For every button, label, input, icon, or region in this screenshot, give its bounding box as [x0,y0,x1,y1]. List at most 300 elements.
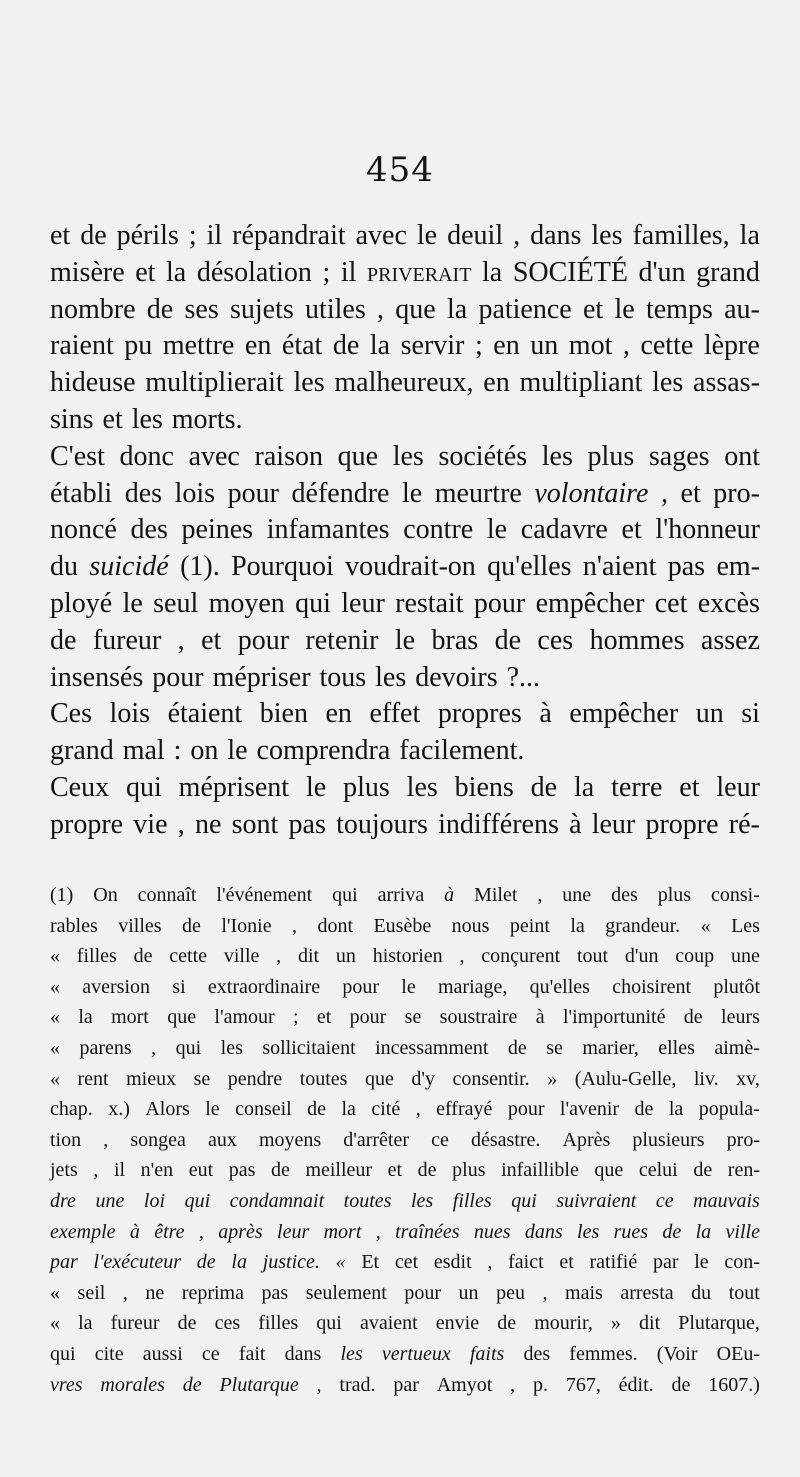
word: et [680,477,701,509]
word: pas [667,551,706,583]
word: l'amour [214,1006,275,1029]
word: leur [716,771,760,803]
word: avaient [359,1312,418,1335]
word: les [340,1342,363,1365]
word: et [559,1251,574,1274]
body-line [50,770,760,807]
word: d'y [411,1067,435,1090]
word: le [394,624,416,656]
word: elles [658,1036,695,1059]
word: de [507,1036,527,1059]
word: du [691,1281,712,1304]
word: esdit [433,1251,472,1274]
word: lois [109,698,151,730]
word: extraordinaire [207,975,321,998]
word: sages [648,440,710,472]
word: voudrait-on [345,551,476,583]
word: (1) [50,884,74,906]
word: à [569,808,582,840]
word: conçurent [481,945,561,968]
word: des [523,1342,551,1365]
word: devoirs [415,661,498,693]
word: empêcher [569,698,679,730]
word: ville [223,945,260,968]
word: , [375,1220,381,1243]
word: pour [404,1281,442,1304]
word: « [50,1312,60,1335]
word: suicidé [89,551,169,583]
word: effrayé [436,1098,493,1121]
word: , [487,1251,493,1274]
word: : [173,735,182,767]
word: volontaire [534,477,649,509]
word: insensés [50,661,144,693]
word: restait [395,587,464,619]
word: avec [355,220,407,251]
word: le [402,477,423,509]
word: servir [400,330,465,362]
word: de [177,1312,197,1335]
word: la [668,1098,684,1121]
body-line [50,623,760,660]
footnote-line [50,1339,760,1370]
word: coup [675,945,715,968]
word: Eusèbe [373,914,432,937]
word: sujets [230,293,294,325]
word: , [622,330,630,362]
word: rent [77,1067,109,1090]
word: comprendra [256,735,391,767]
word: des [611,884,638,906]
word: assez [700,624,760,656]
word: plus [587,440,635,472]
word: contre [403,514,474,546]
word: de [494,624,522,656]
word: par [652,1251,679,1274]
word: choisirent [612,975,692,998]
word: l'exécuteur [93,1251,182,1274]
word: , [292,914,298,937]
word: pour [237,624,290,656]
word: que [337,440,379,472]
word: l'événement [216,884,313,906]
word: le [614,293,635,325]
word: , [513,220,521,251]
word: OEu- [716,1342,760,1365]
word: de [693,1159,713,1182]
footnote-line [50,1064,760,1095]
body-line [50,696,760,733]
word: que [395,293,436,325]
word: qui [126,771,162,803]
footnote-line [50,880,760,911]
word: multipliant [519,367,643,399]
word: on [190,735,219,767]
word: ce [655,1189,674,1212]
word: hideuse [50,367,136,399]
word: con- [724,1251,760,1274]
word: à [129,1220,140,1243]
word: les [577,1220,600,1243]
word: raison [254,440,323,472]
word: conseil [235,1098,292,1121]
word: leur [591,808,636,840]
word: par [50,1251,78,1274]
word: faict [508,1251,544,1274]
word: le [122,587,143,619]
word: (Aulu-Gelle, [574,1067,677,1090]
word: grand [50,735,114,767]
word: pour [349,1006,387,1029]
body-line [50,807,760,844]
word: envie [435,1312,480,1335]
word: défendre [291,477,390,509]
word: plusieurs [632,1128,705,1151]
word: la [78,1312,93,1335]
footnote-line [50,1217,760,1248]
word: rables [50,914,98,937]
word: de [181,914,201,937]
word: tion [50,1128,82,1151]
word: que [594,1159,624,1182]
footnote-line [50,1002,760,1033]
footnote-line [50,1370,760,1401]
word: mieux [126,1067,177,1090]
word: aussi [142,1342,183,1365]
footnote-line [50,1155,760,1186]
word: » [610,1312,621,1335]
word: ren- [727,1159,760,1182]
word: liv. [693,1067,719,1090]
word: cadavre [520,514,608,546]
word: une [730,945,760,968]
word: tous [319,661,367,693]
word: ses [184,293,219,325]
word: trad. [339,1373,376,1396]
body-line [50,476,760,513]
word: ne [145,1281,165,1304]
word: (Voir [656,1342,698,1365]
word: (1). [180,551,220,583]
word: le [227,735,248,767]
word: cet [394,1251,419,1274]
word: cette [640,330,694,362]
word: infamantes [266,514,390,546]
word: lèpre [703,330,760,362]
word: l'Ionie [221,914,272,937]
word: mort [111,1006,149,1029]
word: avec [188,440,240,472]
word: de [662,1220,682,1243]
word: et [621,514,642,546]
word: morts. [171,403,243,435]
word: nues [473,1220,511,1243]
word: de [683,1006,703,1029]
word: lois [174,477,216,509]
word: bien [259,698,308,730]
word: Plutarque [219,1373,299,1396]
word: mourir, [534,1312,593,1335]
word: vertueux [381,1342,451,1365]
word: et [102,403,123,435]
word: mais [565,1281,603,1304]
word: arriva [377,884,425,906]
word: « [50,975,60,998]
word: cet [654,587,688,619]
word: d'un [638,256,686,288]
word: un [335,945,356,968]
word: et [387,1159,403,1182]
word: justice. [262,1251,320,1274]
word: à [535,1006,545,1029]
word: sociétés [438,440,528,472]
word: misère [50,256,125,288]
footnote-line [50,1033,760,1064]
word: mot [568,330,613,362]
word: les [406,771,438,803]
word: la [78,1006,93,1029]
word: connaît [137,884,197,906]
word: la [231,1251,247,1274]
footnote-line [50,1186,760,1217]
word: » [547,1067,558,1090]
word: de [671,1373,691,1396]
word: état [281,330,323,362]
word: pas [228,1159,256,1182]
word: et [316,1006,332,1029]
word: villes [118,914,162,937]
word: meilleur [305,1159,373,1182]
word: des [130,514,168,546]
word: le [401,975,416,998]
word: familles, [632,220,730,251]
word: indifférens [438,808,559,840]
word: suivraient [556,1189,637,1212]
word: propres [437,698,522,730]
footnote-line [50,1308,760,1339]
word: d'un [624,945,659,968]
word: sollicitaient [262,1036,356,1059]
word: pour [227,477,279,509]
word: qui [316,1312,342,1335]
word: grand [696,256,760,288]
word: de [530,771,558,803]
word: un [458,1281,479,1304]
word: popula- [698,1098,760,1121]
word: Ces [50,698,92,730]
word: si [741,698,760,730]
word: pu [124,330,153,362]
word: établi [50,477,113,509]
word: « [50,945,60,968]
word: seil [77,1281,106,1304]
word: seul [153,587,199,619]
word: ces [214,1312,241,1335]
word: cite [94,1342,124,1365]
word: la [739,220,760,251]
word: arresta [620,1281,674,1304]
word: excès [697,587,760,619]
word: pendre [227,1067,283,1090]
word: Milet [474,884,518,906]
word: eut [188,1159,214,1182]
word: une [562,884,592,906]
word: édit. [618,1373,654,1396]
word: être [154,1220,185,1243]
footnote-line [50,972,760,1003]
word: historien [372,945,443,968]
word: dre [50,1189,76,1212]
word: Et [361,1251,380,1274]
word: mauvais [693,1189,760,1212]
word: deuil [447,220,504,251]
word: ; [474,330,483,362]
body-line [50,328,760,365]
word: grandeur. [605,914,681,937]
word: 1607.) [708,1373,760,1396]
word: au- [724,293,760,325]
word: parens [79,1036,132,1059]
word: mettre [162,330,235,362]
word: ; [188,220,197,251]
word: 767, [565,1373,601,1396]
body-line [50,255,760,292]
word: dit [297,945,320,968]
footnote-line [50,1094,760,1125]
word: fait [238,1342,266,1365]
word: qui [511,1189,537,1212]
word: dans [284,1342,322,1365]
word: un [530,330,559,362]
word: exemple [50,1220,116,1243]
word: rues [613,1220,649,1243]
word: ont [724,440,760,472]
word: incessamment [375,1036,489,1059]
word: à [444,884,455,906]
word: une [95,1189,125,1212]
word: consentir. [452,1067,530,1090]
word: plus [343,771,390,803]
word: ville [725,1220,760,1243]
word: x.) [108,1098,130,1121]
word: le [305,771,327,803]
word: la [369,330,391,362]
word: , [122,1281,128,1304]
word: la [446,293,468,325]
word: toutes [343,1189,392,1212]
word: de [634,1098,654,1121]
word: par [393,1373,419,1396]
word: leurs [721,1006,760,1029]
word: d'arrêter [343,1128,410,1151]
word: de [146,293,174,325]
word: chap. [50,1098,93,1121]
word: qui [184,1189,211,1212]
word: , [459,945,465,968]
word: pour [473,587,526,619]
body-line [50,660,760,697]
word: toujours [336,808,428,840]
word: le [416,220,438,251]
word: sins [50,403,94,435]
word: SOCIÉTÉ [512,256,628,288]
word: hommes [589,624,685,656]
word: On [93,884,118,906]
word: tout [728,1281,760,1304]
word: « [50,1006,60,1029]
word: de [417,1159,437,1182]
word: morales [100,1373,165,1396]
word: mariage, [437,975,508,998]
word: mal [122,735,165,767]
word: noncé [50,514,117,546]
word: seulement [305,1281,387,1304]
word: pour [342,975,380,998]
word: que [364,1067,394,1090]
word: en [325,698,352,730]
word: de [196,1251,216,1274]
word: ratifié [589,1251,638,1274]
word: vie [133,808,168,840]
word: moyen [208,587,285,619]
word: en [493,330,520,362]
body-line [50,733,760,770]
word: mépriser [212,661,311,693]
word: propre [645,808,719,840]
word: les [541,440,573,472]
word: fureur [110,1312,160,1335]
word: raient [50,330,114,362]
footnote [50,880,760,1400]
footnote-line [50,911,760,942]
word: loi [143,1189,166,1212]
word: facilement. [399,735,525,767]
word: il [340,256,357,288]
word: nombre [50,293,136,325]
word: l'importunité [562,1006,666,1029]
word: , [660,477,668,509]
word: qui [295,587,331,619]
word: dont [317,914,354,937]
word: pour [152,661,204,693]
word: de [182,1373,202,1396]
main-text [50,218,760,844]
word: priverait [366,256,472,288]
word: effet [369,698,421,730]
word: n'aient [582,551,657,583]
word: peines [181,514,254,546]
word: les [392,440,424,472]
word: cette [169,945,208,968]
word: les [591,220,623,251]
word: si [172,975,186,998]
body-line [50,549,760,586]
word: nous [451,914,490,937]
word: la [166,256,187,288]
word: dans [524,1220,563,1243]
word: de [133,945,153,968]
word: ; [293,1006,299,1029]
word: meurtre [434,477,522,509]
word: celui [638,1159,678,1182]
word: faits [469,1342,505,1365]
word: pas [261,1281,289,1304]
word: et [50,220,71,251]
word: se [404,1006,422,1029]
word: les [652,367,684,399]
word: la [341,1098,356,1121]
word: périls [116,220,179,251]
